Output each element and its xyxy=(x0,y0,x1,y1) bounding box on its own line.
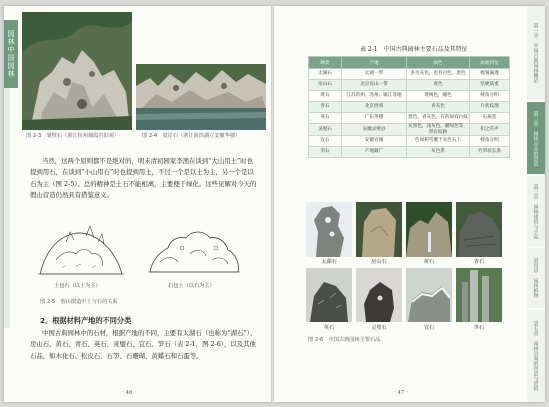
photo-fig2-3 xyxy=(22,12,132,130)
stone-caption: 笋石 xyxy=(473,325,485,331)
table-cell: 灰黑色，浅灰色，赭绿色等，带有纹路 xyxy=(408,124,468,135)
paragraph: 当然，这两个原则都不是绝对的，明末清初园家李渔在谈到“大山用土”时也提到用石，在谈到“小山用石”时也提到用土，不过一个是以土为主，另一个是以石为主（图 2-5）。总的精神是土石不能相离，主要便于绿化。这些见解对今天的假山营造仍然具有借鉴意义。 xyxy=(30,157,257,199)
table-cell: 产地颇广 xyxy=(342,147,407,158)
stone-caption: 宜石 xyxy=(423,325,435,331)
rock-soil-sketch xyxy=(146,224,242,276)
body-text-block xyxy=(30,156,258,201)
caption-sketch-a: 土包石（以土为主） xyxy=(54,283,101,289)
sketch-soil-over-stone xyxy=(36,220,126,278)
side-tab-chapter-4: 第四章 园林植物 xyxy=(527,248,545,308)
table-header-row xyxy=(309,57,510,69)
table-cell: 青石 xyxy=(309,102,342,113)
stone-caption: 太湖石 xyxy=(321,259,337,265)
section-text-block xyxy=(30,328,258,362)
page-number-left: · 46 · xyxy=(122,390,136,396)
table-header-cell: 颜色 xyxy=(407,57,470,69)
side-tab-chapter-3: 第三章 园林建筑与小品 xyxy=(527,176,545,246)
caption-fig2-4: 图 2-4 驳岸石（浙江海滨湖立安徽华楼） xyxy=(142,133,241,139)
table-cell: 江苏常州、苏州、镇江等地 xyxy=(342,91,407,102)
stone-photo-qing xyxy=(456,202,502,257)
page-number-right: · 47 · xyxy=(394,390,408,396)
table-cell: 黄褐色，赭色 xyxy=(407,91,470,102)
table-row xyxy=(309,147,510,158)
table-cell: 北京西郊 xyxy=(342,102,407,113)
table-cell: 竹笋状长条 xyxy=(470,147,510,158)
table-cell: 多为灰色，也有白色、黑色 xyxy=(407,69,470,80)
stone-caption: 青石 xyxy=(473,259,485,265)
table-row xyxy=(309,136,510,147)
pond-photo-image xyxy=(136,64,266,130)
table-cell: 石质坚 xyxy=(470,113,510,124)
stone-caption: 房山石 xyxy=(371,259,387,265)
stone-photo-lingbi xyxy=(356,268,402,322)
right-page xyxy=(274,6,545,402)
table-cell: 安徽灵璧县 xyxy=(342,124,407,136)
table-title: 表 2-1 中国古典园林主要石品及其特征 xyxy=(360,46,468,53)
fangshan-stone-image xyxy=(356,202,402,257)
stone-photo-sun xyxy=(456,268,502,322)
section-paragraph: 中国古典园林中的石材，根据产地的不同，主要有太湖石（也称为“湖石”）、房山石、黄石、青石、英石、灵璧石、宜石、笋石（表 2-1，图 2-6），以及其他石品，如木化石、松皮石、石笋、石珊瑚、黄蜡石和石蛋等。 xyxy=(30,329,257,360)
stone-caption: 英石 xyxy=(323,325,335,331)
table-cell: 黄石 xyxy=(309,91,342,102)
stone-photo-ying xyxy=(306,268,352,322)
left-page xyxy=(4,6,272,402)
table-header-cell: 产地 xyxy=(342,57,407,69)
table-row xyxy=(309,91,510,102)
stone-photo-fangshan xyxy=(356,202,402,257)
table-row xyxy=(309,124,510,136)
table-cell: 扣之有声 xyxy=(470,124,510,136)
table-cell: 英石 xyxy=(309,113,342,124)
table-cell: 色如积雪覆于灰色石上 xyxy=(407,136,470,147)
table-row xyxy=(309,102,510,113)
table-cell: 黄色 xyxy=(407,80,470,91)
table-cell: 北京房山一带 xyxy=(342,80,407,91)
caption-fig2-3: 图 2-3 皱壁石（浙江杭州烟霞岩旧观） xyxy=(26,133,120,139)
stone-photo-huang xyxy=(406,202,452,257)
stone-photo-xuan xyxy=(406,268,452,322)
side-tab-chapter-2: 第二章 园林山水的营造 xyxy=(527,102,545,174)
table-cell: 灰色系 xyxy=(407,147,470,158)
table-cell: 灵璧石 xyxy=(309,124,342,136)
stone-caption: 灵璧石 xyxy=(371,325,387,331)
side-strip xyxy=(4,88,10,328)
table-row xyxy=(309,80,510,91)
table-cell: 青灰色 xyxy=(407,102,470,113)
table-row xyxy=(309,69,510,80)
soil-rock-sketch xyxy=(36,220,126,278)
sun-stone-image xyxy=(456,268,502,322)
caption-fig2-6: 图 2-6 中国古典园林主要石品 xyxy=(308,337,381,343)
table-cell: 坚硬质重 xyxy=(470,80,510,91)
caption-fig2-5: 图 2-5 假山掇造中土与石的关系 xyxy=(40,299,118,305)
huang-stone-image xyxy=(406,202,452,257)
photo-fig2-4 xyxy=(136,64,266,130)
table-cell: 安徽宣城 xyxy=(342,136,407,147)
table-cell: 棱角分明 xyxy=(470,91,510,102)
table-cell: 瘦皱漏透 xyxy=(470,69,510,80)
taihu-stone-image xyxy=(306,202,352,257)
stone-types-table xyxy=(308,56,510,158)
table-cell: 房山石 xyxy=(309,80,342,91)
qing-stone-image xyxy=(456,202,502,257)
table-cell: 黑色，青灰色，有的间有白纹 xyxy=(407,113,470,124)
table-row xyxy=(309,113,510,124)
table-cell: 太湖石 xyxy=(309,69,342,80)
table-header-cell: 质地特征 xyxy=(470,57,510,69)
ying-stone-image xyxy=(306,268,352,322)
chapter-side-tab: 园林中国园林 xyxy=(4,20,18,88)
caption-sketch-b: 石包土（以石为主） xyxy=(168,283,215,289)
sketch-stone-over-soil xyxy=(146,224,242,276)
stone-caption: 黄石 xyxy=(423,259,435,265)
table-cell: 笋石 xyxy=(309,147,342,158)
side-tab-chapter-5: 第五章 园林景观的营造与赏析 xyxy=(527,310,545,402)
section-heading: 2．根据材料产地的不同分类 xyxy=(40,316,132,325)
table-cell: 宜石 xyxy=(309,136,342,147)
side-tab-chapter-1: 第一章 中国古典园林概论 xyxy=(527,6,545,100)
table-cell: 太湖一带 xyxy=(342,69,407,80)
xuan-stone-image xyxy=(406,268,452,322)
table-cell: 广东英德 xyxy=(342,113,407,124)
table-cell: 棱角分明 xyxy=(470,136,510,147)
lingbi-stone-image xyxy=(356,268,402,322)
rockery-photo-image xyxy=(22,12,132,130)
stone-photo-taihu xyxy=(306,202,352,257)
table-cell: 片状纹理 xyxy=(470,102,510,113)
table-header-cell: 种类 xyxy=(309,57,342,69)
